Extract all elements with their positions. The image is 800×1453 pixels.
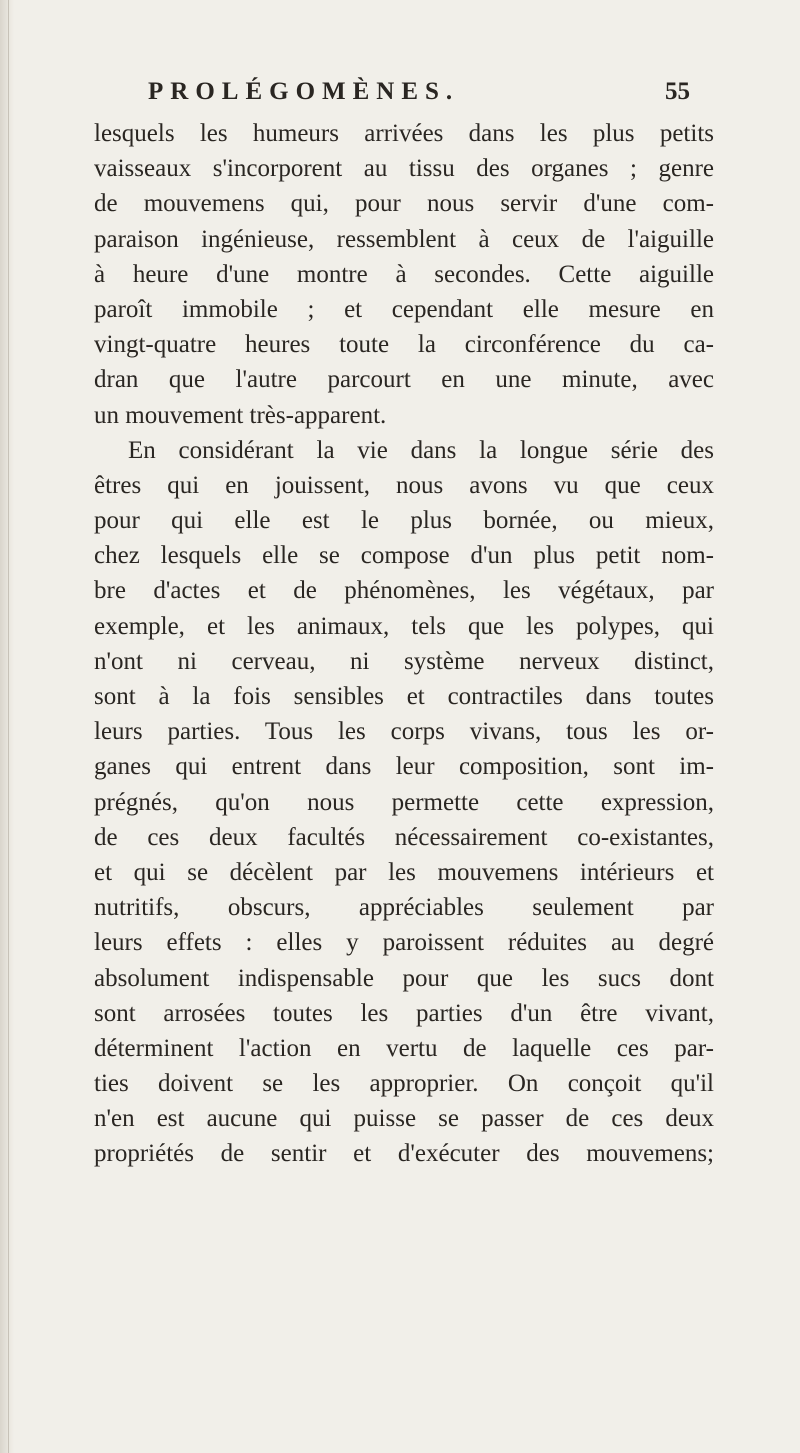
text-line-27: déterminent l'action en vertu de laquelle ces par- [94, 1034, 714, 1062]
text-line-16: n'ont ni cerveau, ni système nerveux distinct, [94, 647, 714, 675]
book-page [94, 0, 714, 1453]
text-line-2: vaisseaux s'incorporent au tissu des organes ; genre [94, 155, 714, 183]
binding-edge [8, 0, 9, 1453]
text-line-22: et qui se décèlent par les mouvemens intérieurs et [94, 858, 714, 886]
text-line-1: lesquels les humeurs arrivées dans les plus petits [94, 120, 714, 147]
text-line-25: absolument indispensable pour que les sucs dont [94, 964, 714, 992]
text-line-24: leurs effets : elles y paroissent réduites au degré [94, 929, 714, 957]
text-line-9: un mouvement très-apparent. [94, 401, 387, 429]
text-line-4: paraison ingénieuse, ressemblent à ceux de l'aiguille [94, 225, 714, 253]
text-line-8: dran que l'autre parcourt en une minute, avec [94, 366, 714, 394]
text-line-12: pour qui elle est le plus bornée, ou mieux, [94, 507, 714, 535]
text-line-26: sont arrosées toutes les parties d'un être vivant, [94, 999, 714, 1027]
text-line-10: En considérant la vie dans la longue série des [128, 436, 714, 464]
page-gutter-shadow [0, 0, 14, 1453]
text-line-15: exemple, et les animaux, tels que les polypes, qui [94, 612, 714, 640]
running-head [94, 78, 714, 118]
page-number: 55 [665, 78, 690, 105]
running-title: PROLÉGOMÈNES. [148, 78, 460, 105]
text-line-28: ties doivent se les approprier. On conçoit qu'il [94, 1070, 714, 1098]
text-line-17: sont à la fois sensibles et contractiles dans toutes [94, 683, 714, 710]
text-line-30: propriétés de sentir et d'exécuter des mouvemens; [94, 1140, 714, 1168]
text-line-20: prégnés, qu'on nous permette cette expression, [94, 788, 714, 816]
text-line-21: de ces deux facultés nécessairement co-existantes, [94, 823, 714, 851]
text-line-3: de mouvemens qui, pour nous servir d'une com- [94, 190, 714, 218]
body-text [94, 116, 714, 1172]
text-line-23: nutritifs, obscurs, appréciables seulement par [94, 894, 714, 922]
text-line-13: chez lesquels elle se compose d'un plus petit nom- [94, 542, 714, 570]
text-line-11: êtres qui en jouissent, nous avons vu que ceux [94, 471, 714, 499]
text-line-19: ganes qui entrent dans leur composition, sont im- [94, 753, 714, 781]
text-line-14: bre d'actes et de phénomènes, les végétaux, par [94, 577, 714, 605]
text-line-7: vingt-quatre heures toute la circonférence du ca- [94, 331, 714, 359]
text-line-6: paroît immobile ; et cependant elle mesure en [94, 295, 714, 323]
text-line-18: leurs parties. Tous les corps vivans, tous les or- [94, 718, 714, 746]
text-line-5: à heure d'une montre à secondes. Cette aiguille [94, 260, 714, 288]
text-line-29: n'en est aucune qui puisse se passer de ces deux [94, 1105, 714, 1133]
